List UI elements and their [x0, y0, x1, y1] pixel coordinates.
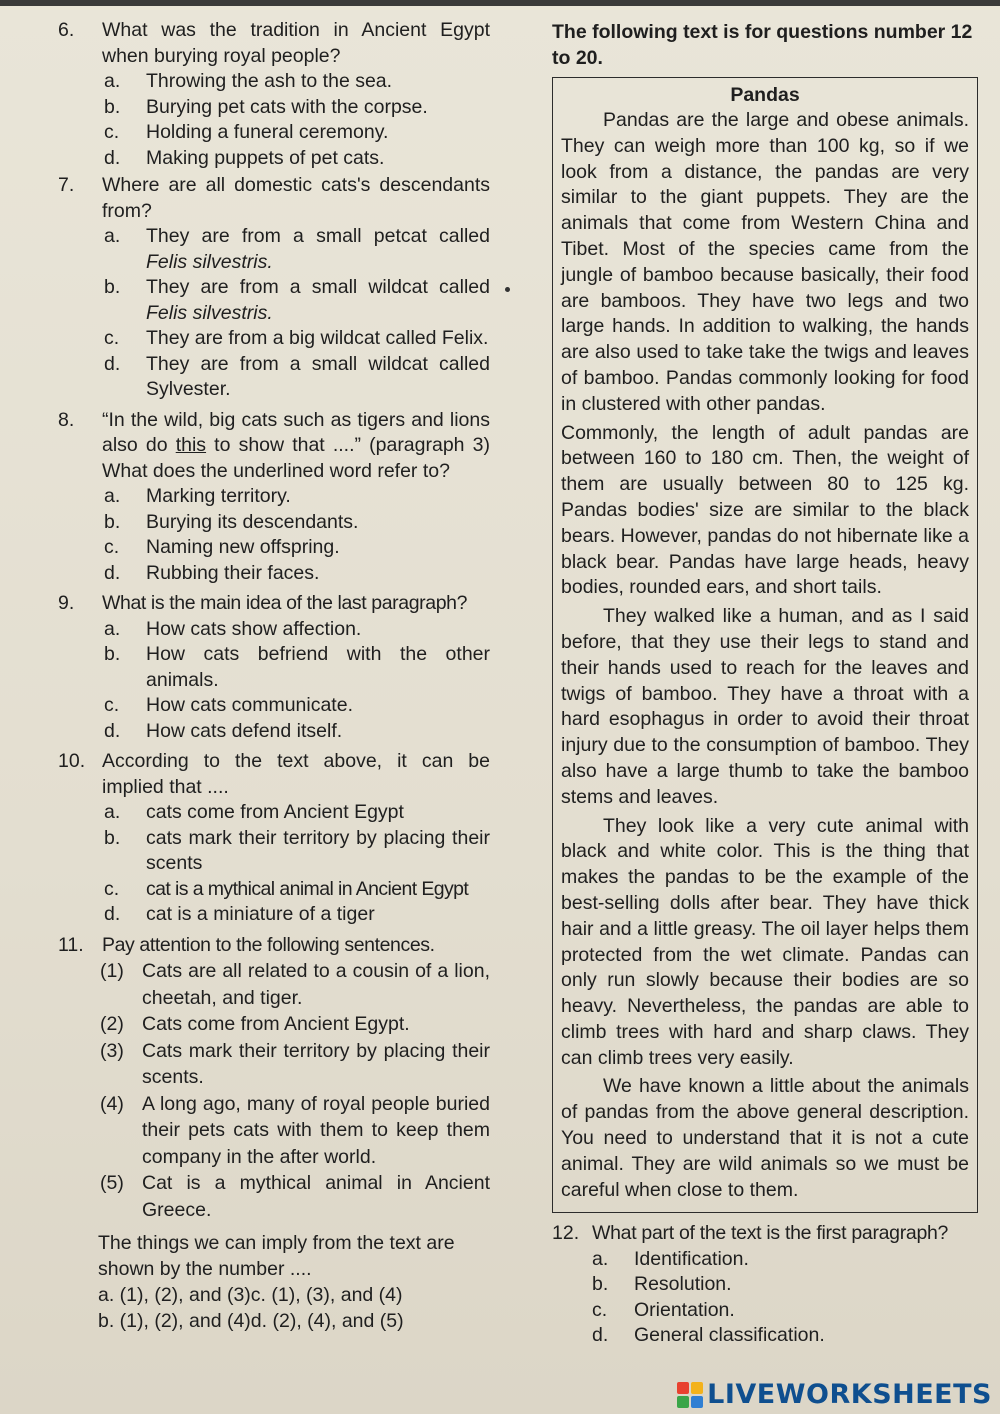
paragraph-1: Pandas are the large and obese animals. They can weigh more than 100 kg, so if we look from a distance, the pandas are very similar to the giant puppets. They are the animals that come from Western China and Tibet. Most of the species came from the jungle of bamboo because basically, their food are bamboos. They have two legs and two large hands. In addition to walking, the hands are also used to take take the twigs and leaves of bamboo. Pandas commonly looking for food in clustered with other pandas.	[561, 109, 969, 415]
question-6	[58, 18, 490, 171]
paragraph-5: We have known a little about the animals of pandas from the above general description. You need to understand that it is not a cute animal. They are wild animals so we must be careful when close to them.	[561, 1075, 969, 1201]
answer-row-1[interactable]: a. (1), (2), and (3)c. (1), (3), and (4)	[98, 1284, 403, 1306]
logo-square-yellow	[691, 1382, 703, 1394]
paragraph-4: They look like a very cute animal with black and white color. This is the thing that makes the pandas to be the example of the best-selling dolls after bear. They have thick hair and a little greasy. The oil layer helps them protected from the wet climate. Pandas can only run slowly because their bodies are so heavy. Nevertheless, the pandas are able to climb trees with hard and sharp claws. They can climb trees very easily.	[561, 814, 969, 1069]
section-heading: The following text is for questions number 12 to 20.	[552, 21, 973, 69]
question-number: 7.	[58, 174, 75, 196]
option-a[interactable]: a. Marking territory.	[104, 485, 291, 507]
option-b[interactable]: b. They are from a small wildcat called Felis silvestris.	[104, 276, 490, 324]
question-number: 12.	[552, 1222, 580, 1245]
brand-text: LIVEWORKSHEETS	[707, 1379, 992, 1410]
logo-square-red	[677, 1382, 689, 1394]
option-d[interactable]: d. They are from a small wildcat called Sylvester.	[104, 352, 490, 400]
paragraph-3: They walked like a human, and as I said before, that they use their legs to stand and their hands used to reach for the leaves and twigs of bamboo. They have a throat with a hard esophagus in order to avoid their throat injury due to the consumption of bamboo. They also have a large thumb to take the bamboo stems and leaves.	[561, 605, 969, 808]
question-text: What part of the text is the first paragraph?	[592, 1222, 949, 1245]
top-border	[0, 0, 1000, 6]
paragraph-2: Commonly, the length of adult pandas are between 160 to 180 cm. Then, the weight of them are usually between 80 to 125 kg. Pandas bodies' size are similar to the black bears. However, pandas do not hibernate like a black bear. Pandas have large heads, heavy bodies, rounded ears, and short tails.	[561, 421, 969, 599]
question-11	[58, 933, 490, 1335]
question-12	[552, 1221, 980, 1349]
answer-row-2[interactable]: b. (1), (2), and (4)d. (2), (4), and (5)	[98, 1310, 404, 1332]
sentence-1: (1) Cats are all related to a cousin of a lion, cheetah, and tiger.	[100, 960, 490, 1009]
sentence-5: (5) Cat is a mythical animal in Ancient Greece.	[100, 1172, 490, 1221]
question-number: 11.	[58, 933, 84, 956]
option-d[interactable]: d. Making puppets of pet cats.	[104, 146, 385, 169]
sentence-2: (2) Cats come from Ancient Egypt.	[100, 1013, 410, 1035]
question-text: What was the tradition in Ancient Egypt when burying royal people?	[102, 19, 490, 67]
question-text: According to the text above, it can be implied that ....	[102, 750, 490, 798]
question-8	[58, 408, 490, 587]
stray-mark	[505, 287, 510, 292]
option-a[interactable]: a. Identification.	[592, 1247, 749, 1270]
option-a[interactable]: a. They are from a small petcat called Felis silvestris.	[104, 225, 490, 273]
option-b[interactable]: b. How cats befriend with the other animals.	[104, 643, 490, 691]
logo-square-blue	[691, 1396, 703, 1408]
option-d[interactable]: d. General classification.	[592, 1324, 825, 1347]
question-number: 8.	[58, 408, 75, 431]
option-b[interactable]: b. Resolution.	[592, 1273, 732, 1296]
option-d[interactable]: d. How cats defend itself.	[104, 719, 343, 742]
question-number: 6.	[58, 19, 75, 41]
option-c[interactable]: c. They are from a big wildcat called Felix.	[104, 327, 489, 349]
option-c[interactable]: c. Orientation.	[592, 1298, 735, 1321]
option-a[interactable]: a. Throwing the ash to the sea.	[104, 70, 393, 92]
liveworksheets-logo[interactable]	[677, 1379, 992, 1410]
option-d[interactable]: d. cat is a miniature of a tiger	[104, 903, 375, 925]
question-9	[58, 591, 490, 744]
question-7	[58, 173, 490, 403]
sentence-3: (3) Cats mark their territory by placing their scents.	[100, 1039, 490, 1088]
logo-square-green	[677, 1396, 689, 1408]
question-number: 9.	[58, 592, 75, 614]
question-text: What is the main idea of the last paragraph?	[102, 592, 468, 614]
reading-text-box	[552, 77, 978, 1213]
option-a[interactable]: a. cats come from Ancient Egypt	[104, 801, 404, 823]
option-a[interactable]: a. How cats show affection.	[104, 617, 362, 640]
option-b[interactable]: b. cats mark their territory by placing their scents	[104, 826, 490, 874]
left-column	[58, 18, 490, 1334]
option-c[interactable]: c. How cats communicate.	[104, 694, 353, 716]
option-b[interactable]: b. Burying its descendants.	[104, 510, 359, 533]
question-10	[58, 749, 490, 928]
question-text: Pay attention to the following sentences.	[102, 933, 435, 956]
liveworksheets-logo-icon	[677, 1382, 703, 1408]
option-c[interactable]: c. Naming new offspring.	[104, 536, 340, 558]
underlined-word: this	[175, 434, 207, 456]
option-c[interactable]: c. cat is a mythical animal in Ancient Egypt	[104, 877, 469, 900]
sentence-4: (4) A long ago, many of royal people buried their pets cats with them to keep them company in the after world.	[100, 1092, 490, 1168]
right-column	[552, 20, 980, 1349]
question-number: 10.	[58, 750, 86, 772]
option-d[interactable]: d. Rubbing their faces.	[104, 561, 320, 584]
question-text: Where are all domestic cats's descendants from?	[102, 174, 490, 222]
question-text: “In the wild, big cats such as tigers and lions also do this to show that ....” (paragraph 3) What does the underlined word refer to?	[102, 408, 490, 482]
option-b[interactable]: b. Burying pet cats with the corpse.	[104, 95, 428, 118]
question-caption: The things we can imply from the text are shown by the number ....	[98, 1232, 455, 1280]
option-c[interactable]: c. Holding a funeral ceremony.	[104, 121, 389, 143]
text-title: Pandas	[730, 84, 800, 106]
